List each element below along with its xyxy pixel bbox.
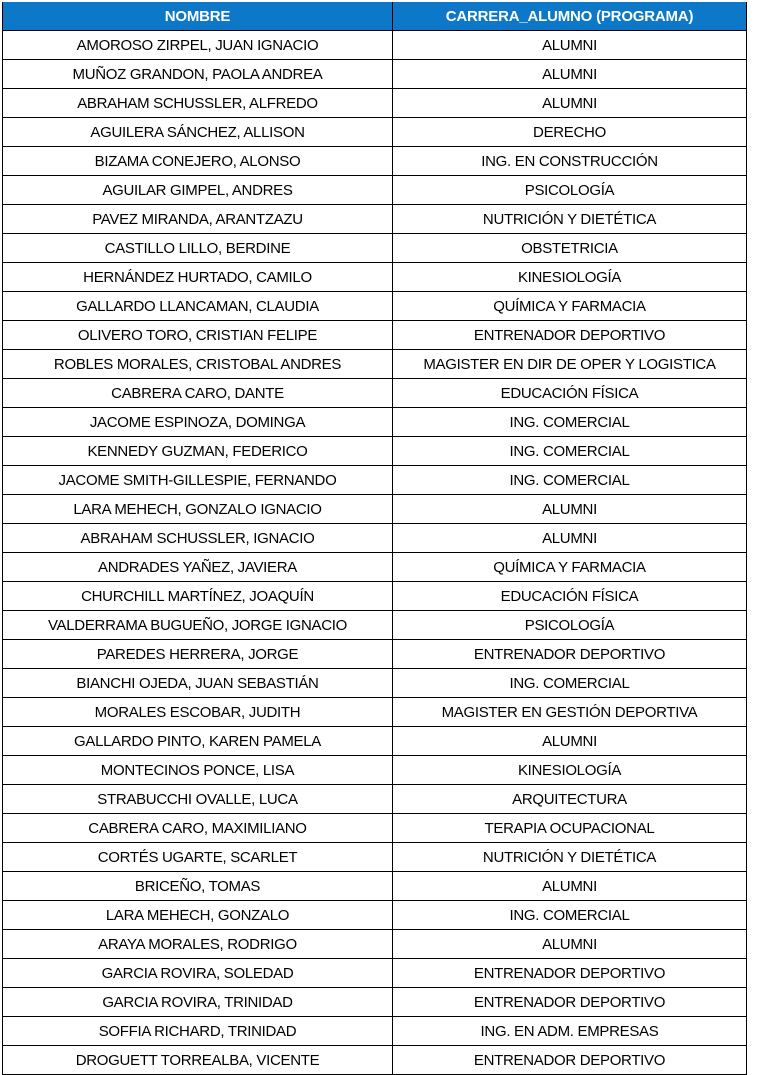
table-row [3,89,747,118]
cell-nombre: LARA MEHECH, GONZALO [3,901,393,930]
table-row [3,408,747,437]
table-row [3,698,747,727]
table-row [3,814,747,843]
table-row [3,1017,747,1046]
cell-carrera: MAGISTER EN GESTIÓN DEPORTIVA [393,698,747,727]
table-row [3,379,747,408]
table-row [3,234,747,263]
table-row [3,147,747,176]
cell-carrera: ALUMNI [393,495,747,524]
cell-carrera: ENTRENADOR DEPORTIVO [393,959,747,988]
cell-carrera: ING. COMERCIAL [393,669,747,698]
header-cell-nombre: NOMBRE [3,2,393,31]
table-body [3,31,747,1075]
header-row [3,2,747,31]
cell-carrera: ING. EN CONSTRUCCIÓN [393,147,747,176]
cell-carrera: ALUMNI [393,872,747,901]
table-row [3,1046,747,1075]
table-row [3,640,747,669]
cell-carrera: ALUMNI [393,524,747,553]
cell-nombre: SOFFIA RICHARD, TRINIDAD [3,1017,393,1046]
cell-carrera: ING. COMERCIAL [393,901,747,930]
cell-nombre: PAREDES HERRERA, JORGE [3,640,393,669]
cell-carrera: PSICOLOGÍA [393,611,747,640]
table-row [3,901,747,930]
table-row [3,756,747,785]
cell-carrera: DERECHO [393,118,747,147]
table-row [3,785,747,814]
cell-carrera: TERAPIA OCUPACIONAL [393,814,747,843]
cell-nombre: GALLARDO LLANCAMAN, CLAUDIA [3,292,393,321]
cell-carrera: ING. EN ADM. EMPRESAS [393,1017,747,1046]
cell-carrera: ALUMNI [393,60,747,89]
table-row [3,176,747,205]
cell-carrera: QUÍMICA Y FARMACIA [393,292,747,321]
table-row [3,727,747,756]
cell-nombre: GALLARDO PINTO, KAREN PAMELA [3,727,393,756]
cell-nombre: MORALES ESCOBAR, JUDITH [3,698,393,727]
cell-carrera: ENTRENADOR DEPORTIVO [393,640,747,669]
cell-carrera: KINESIOLOGÍA [393,756,747,785]
cell-carrera: NUTRICIÓN Y DIETÉTICA [393,205,747,234]
cell-carrera: ALUMNI [393,31,747,60]
cell-carrera: PSICOLOGÍA [393,176,747,205]
cell-nombre: MONTECINOS PONCE, LISA [3,756,393,785]
cell-nombre: VALDERRAMA BUGUEÑO, JORGE IGNACIO [3,611,393,640]
table-row [3,872,747,901]
cell-nombre: ROBLES MORALES, CRISTOBAL ANDRES [3,350,393,379]
table-row [3,31,747,60]
table-row [3,495,747,524]
cell-nombre: OLIVERO TORO, CRISTIAN FELIPE [3,321,393,350]
cell-nombre: KENNEDY GUZMAN, FEDERICO [3,437,393,466]
cell-nombre: CABRERA CARO, DANTE [3,379,393,408]
cell-carrera: QUÍMICA Y FARMACIA [393,553,747,582]
cell-carrera: ENTRENADOR DEPORTIVO [393,321,747,350]
student-program-table-wrap [2,2,746,1075]
cell-nombre: BIZAMA CONEJERO, ALONSO [3,147,393,176]
cell-carrera: ALUMNI [393,727,747,756]
cell-nombre: CABRERA CARO, MAXIMILIANO [3,814,393,843]
cell-nombre: ANDRADES YAÑEZ, JAVIERA [3,553,393,582]
cell-nombre: PAVEZ MIRANDA, ARANTZAZU [3,205,393,234]
cell-nombre: JACOME SMITH-GILLESPIE, FERNANDO [3,466,393,495]
cell-carrera: ENTRENADOR DEPORTIVO [393,988,747,1017]
table-row [3,292,747,321]
cell-carrera: ING. COMERCIAL [393,466,747,495]
table-row [3,205,747,234]
cell-nombre: GARCIA ROVIRA, SOLEDAD [3,959,393,988]
cell-carrera: ING. COMERCIAL [393,408,747,437]
cell-nombre: CHURCHILL MARTÍNEZ, JOAQUÍN [3,582,393,611]
student-program-table [2,2,747,1075]
table-row [3,350,747,379]
cell-nombre: JACOME ESPINOZA, DOMINGA [3,408,393,437]
cell-nombre: HERNÁNDEZ HURTADO, CAMILO [3,263,393,292]
cell-nombre: ABRAHAM SCHUSSLER, IGNACIO [3,524,393,553]
table-row [3,553,747,582]
cell-carrera: ENTRENADOR DEPORTIVO [393,1046,747,1075]
cell-nombre: AGUILAR GIMPEL, ANDRES [3,176,393,205]
cell-carrera: EDUCACIÓN FÍSICA [393,582,747,611]
table-row [3,466,747,495]
cell-nombre: AMOROSO ZIRPEL, JUAN IGNACIO [3,31,393,60]
table-row [3,263,747,292]
cell-nombre: BIANCHI OJEDA, JUAN SEBASTIÁN [3,669,393,698]
table-row [3,524,747,553]
table-row [3,988,747,1017]
cell-nombre: CORTÉS UGARTE, SCARLET [3,843,393,872]
cell-carrera: EDUCACIÓN FÍSICA [393,379,747,408]
cell-carrera: ALUMNI [393,930,747,959]
cell-carrera: KINESIOLOGÍA [393,263,747,292]
cell-nombre: BRICEÑO, TOMAS [3,872,393,901]
cell-carrera: ARQUITECTURA [393,785,747,814]
table-row [3,321,747,350]
cell-nombre: ARAYA MORALES, RODRIGO [3,930,393,959]
cell-nombre: LARA MEHECH, GONZALO IGNACIO [3,495,393,524]
cell-nombre: CASTILLO LILLO, BERDINE [3,234,393,263]
cell-nombre: AGUILERA SÁNCHEZ, ALLISON [3,118,393,147]
table-row [3,582,747,611]
table-row [3,611,747,640]
cell-carrera: MAGISTER EN DIR DE OPER Y LOGISTICA [393,350,747,379]
cell-nombre: STRABUCCHI OVALLE, LUCA [3,785,393,814]
header-cell-carrera: CARRERA_ALUMNO (PROGRAMA) [393,2,747,31]
table-row [3,118,747,147]
cell-carrera: ING. COMERCIAL [393,437,747,466]
table-row [3,437,747,466]
table-row [3,930,747,959]
cell-carrera: OBSTETRICIA [393,234,747,263]
cell-carrera: ALUMNI [393,89,747,118]
table-row [3,60,747,89]
table-row [3,669,747,698]
table-row [3,843,747,872]
cell-carrera: NUTRICIÓN Y DIETÉTICA [393,843,747,872]
cell-nombre: GARCIA ROVIRA, TRINIDAD [3,988,393,1017]
cell-nombre: ABRAHAM SCHUSSLER, ALFREDO [3,89,393,118]
cell-nombre: DROGUETT TORREALBA, VICENTE [3,1046,393,1075]
cell-nombre: MUÑOZ GRANDON, PAOLA ANDREA [3,60,393,89]
table-row [3,959,747,988]
